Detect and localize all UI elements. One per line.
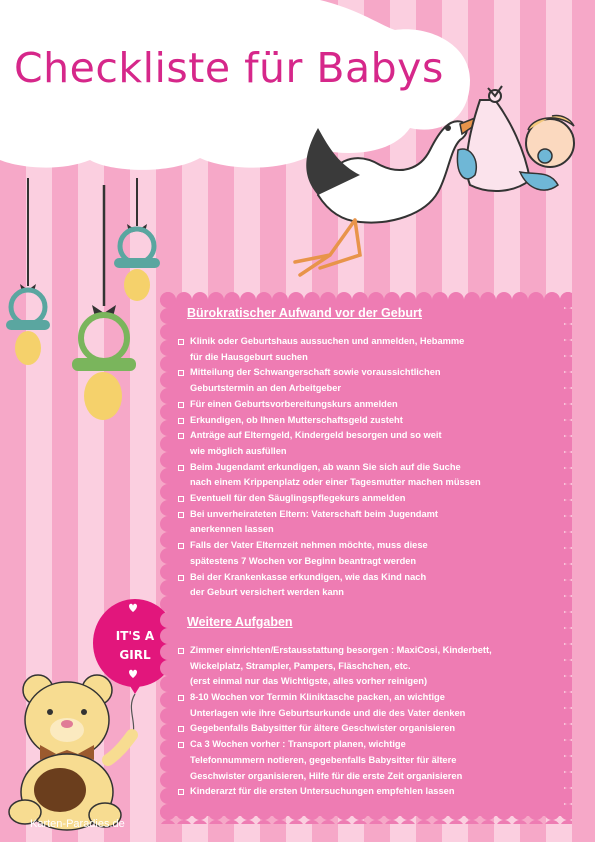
checklist-item: Kinderarzt für die ersten Untersuchungen empfehlen lassen xyxy=(178,784,534,800)
pacifier-icon xyxy=(114,224,160,301)
checklist-item: Eventuell für den Säuglingspflegekurs anmelden xyxy=(178,491,534,507)
baby-bundle-icon xyxy=(457,86,574,191)
checklist-item: Beim Jugendamt erkundigen, ab wann Sie sich auf die Suche nach einem Krippenplatz oder einer Tagesmutter machen müssen xyxy=(178,460,534,491)
checklist-item: Mitteilung der Schwangerschaft sowie voraussichtlichen Geburtstermin an den Arbeitgeber xyxy=(178,365,534,396)
checklist-section-1 xyxy=(178,334,534,601)
checklist-item: Für einen Geburtsvorbereitungskurs anmelden xyxy=(178,397,534,413)
checklist-item: 8-10 Wochen vor Termin Kliniktasche packen, an wichtige Unterlagen wie ihre Geburtsurkunde und die des Vater denken xyxy=(178,690,534,721)
teddy-bear-icon xyxy=(9,675,132,830)
checklist-item: Klinik oder Geburtshaus aussuchen und anmelden, Hebamme für die Hausgeburt suchen xyxy=(178,334,534,365)
checklist-item: Falls der Vater Elternzeit nehmen möchte, muss diese spätestens 7 Wochen vor Beginn beantragt werden xyxy=(178,538,534,569)
checklist-item: Bei unverheirateten Eltern: Vaterschaft beim Jugendamt anerkennen lassen xyxy=(178,507,534,538)
checklist-item: Anträge auf Elterngeld, Kindergeld besorgen und so weit wie möglich ausfüllen xyxy=(178,428,534,459)
balloon-label: IT'S A GIRL xyxy=(115,629,155,662)
section-heading: Weitere Aufgaben xyxy=(187,614,293,629)
pacifier-icon xyxy=(72,305,136,420)
section-heading: Bürokratischer Aufwand vor der Geburt xyxy=(187,306,422,320)
checklist-section-2 xyxy=(178,643,534,800)
checklist-content xyxy=(178,306,534,800)
stork-icon xyxy=(295,108,500,275)
pacifier-icon xyxy=(6,284,50,365)
checklist-item: Zimmer einrichten/Erstausstattung besorgen : MaxiCosi, Kinderbett, Wickelplatz, Strampler, Pampers, Fläschchen, etc. (erst einmal nur das Wichtigste, alles vorher reinigen) xyxy=(178,643,534,690)
checklist-item: Ca 3 Wochen vorher : Transport planen, wichtige Telefonnummern notieren, gegebenfalls Babysitter für ältere Geschwister organisieren, Hilfe für die erste Zeit organisieren xyxy=(178,737,534,784)
checklist-item: Bei der Krankenkasse erkundigen, wie das Kind nach der Geburt versichert werden kann xyxy=(178,570,534,601)
page-title: Checkliste für Babys xyxy=(14,44,444,92)
checklist-item: Gegebenfalls Babysitter für ältere Geschwister organisieren xyxy=(178,721,534,737)
checklist-item: Erkundigen, ob Ihnen Mutterschaftsgeld zusteht xyxy=(178,413,534,429)
watermark: Karten-Paradies.de xyxy=(30,818,125,830)
